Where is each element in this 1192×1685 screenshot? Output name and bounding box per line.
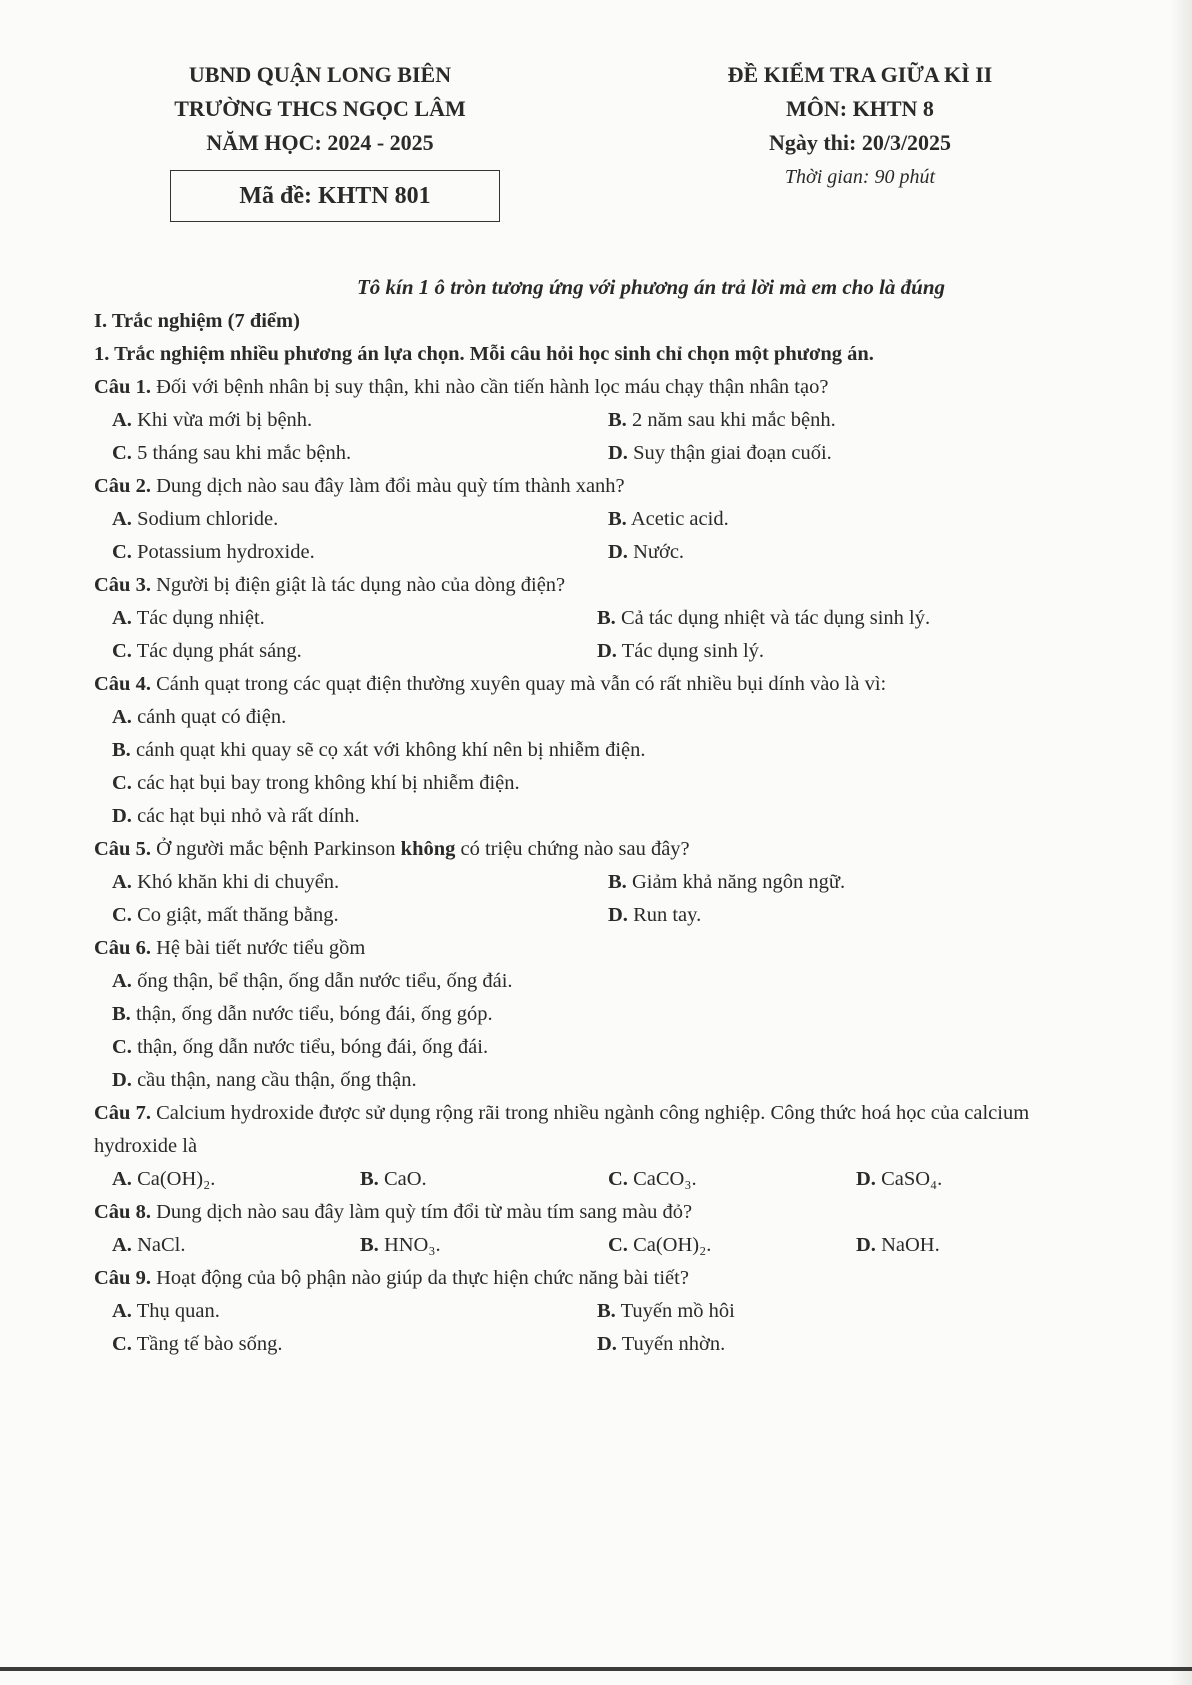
question-5: Câu 5. Ở người mắc bệnh Parkinson không có triệu chứng nào sau đây? bbox=[94, 838, 690, 860]
question-label: Câu 1. bbox=[94, 376, 151, 398]
option-a: A. cánh quạt có điện. bbox=[112, 706, 287, 728]
question-9 bbox=[94, 1262, 1104, 1295]
option-d: D. Nước. bbox=[608, 541, 685, 563]
options-row bbox=[94, 1229, 1104, 1262]
question-label: Câu 4. bbox=[94, 673, 151, 695]
option-b: B. thận, ống dẫn nước tiểu, bóng đái, ống góp. bbox=[112, 1003, 493, 1025]
question-label: Câu 5. bbox=[94, 838, 151, 860]
option-c: C. Co giật, mất thăng bằng. bbox=[112, 904, 339, 926]
options-row bbox=[94, 1163, 1104, 1196]
option-c: C. Tầng tế bào sống. bbox=[112, 1333, 283, 1355]
option-b: B. Tuyến mồ hôi bbox=[597, 1300, 735, 1322]
option-a: A. Sodium chloride. bbox=[112, 508, 279, 530]
question-label: Câu 7. bbox=[94, 1102, 151, 1124]
school-name: TRƯỜNG THCS NGỌC LÂM bbox=[174, 96, 466, 121]
option-a: A. NaCl. bbox=[112, 1234, 186, 1256]
option-d: D. Suy thận giai đoạn cuối. bbox=[608, 442, 832, 464]
option-d: D. các hạt bụi nhỏ và rất dính. bbox=[112, 805, 360, 827]
option-a: A. Khó khăn khi di chuyển. bbox=[112, 871, 340, 893]
option-b: B. Giảm khả năng ngôn ngữ. bbox=[608, 871, 846, 893]
question-text: Hệ bài tiết nước tiểu gồm bbox=[156, 937, 366, 959]
option-b: B. Cả tác dụng nhiệt và tác dụng sinh lý. bbox=[597, 607, 931, 629]
options-row bbox=[94, 899, 1104, 932]
option-c: C. CaCO₃. bbox=[608, 1168, 697, 1190]
option-b: B. Acetic acid. bbox=[608, 508, 729, 530]
option-a: A. ống thận, bể thận, ống dẫn nước tiểu, ống đái. bbox=[112, 970, 513, 992]
exam-code-box: Mã đề: KHTN 801 bbox=[170, 170, 500, 222]
options-row bbox=[94, 404, 1104, 437]
option-d: D. Run tay. bbox=[608, 904, 702, 926]
question-7 bbox=[94, 1097, 1104, 1163]
district-name: UBND QUẬN LONG BIÊN bbox=[188, 62, 452, 87]
question-text: Dung dịch nào sau đây làm đổi màu quỳ tím thành xanh? bbox=[156, 475, 625, 497]
page-bottom-edge bbox=[0, 1667, 1192, 1671]
question-3 bbox=[94, 569, 1104, 602]
question-text: Hoạt động của bộ phận nào giúp da thực hiện chức năng bài tiết? bbox=[156, 1267, 689, 1289]
question-label: Câu 9. bbox=[94, 1267, 151, 1289]
exam-header bbox=[680, 58, 1040, 194]
option-b: B. cánh quạt khi quay sẽ cọ xát với không khí nên bị nhiễm điện. bbox=[112, 739, 646, 761]
question-text: Cánh quạt trong các quạt điện thường xuyên quay mà vẫn có rất nhiều bụi dính vào là vì: bbox=[156, 673, 887, 695]
option-c: C. các hạt bụi bay trong không khí bị nhiễm điện. bbox=[112, 772, 520, 794]
option-c: C. thận, ống dẫn nước tiểu, bóng đái, ống đái. bbox=[112, 1036, 489, 1058]
question-8 bbox=[94, 1196, 1104, 1229]
exam-duration: Thời gian: 90 phút bbox=[784, 166, 936, 188]
option-c: C. Tác dụng phát sáng. bbox=[112, 640, 302, 662]
options-row bbox=[94, 635, 1104, 668]
question-label: Câu 3. bbox=[94, 574, 151, 596]
option-b: B. HNO₃. bbox=[360, 1234, 441, 1256]
options-row bbox=[94, 437, 1104, 470]
exam-date: Ngày thi: 20/3/2025 bbox=[768, 130, 952, 155]
school-header bbox=[140, 58, 500, 160]
options-row bbox=[94, 503, 1104, 536]
option-c: C. Potassium hydroxide. bbox=[112, 541, 315, 563]
question-2 bbox=[94, 470, 1104, 503]
option-a: A. Tác dụng nhiệt. bbox=[112, 607, 265, 629]
instruction: Tô kín 1 ô tròn tương ứng với phương án trả lời mà em cho là đúng bbox=[356, 275, 946, 299]
options-row bbox=[94, 602, 1104, 635]
school-year: NĂM HỌC: 2024 - 2025 bbox=[206, 130, 434, 155]
question-text: Calcium hydroxide được sử dụng rộng rãi trong nhiều ngành công nghiệp. Công thức hoá học của calcium hydroxide là bbox=[94, 1102, 1030, 1157]
question-1 bbox=[94, 371, 1104, 404]
option-a: A. Thụ quan. bbox=[112, 1300, 220, 1322]
question-text: Đối với bệnh nhân bị suy thận, khi nào cần tiến hành lọc máu chạy thận nhân tạo? bbox=[156, 376, 829, 398]
question-label: Câu 8. bbox=[94, 1201, 151, 1223]
question-4 bbox=[94, 668, 1104, 701]
option-d: D. NaOH. bbox=[856, 1234, 940, 1256]
question-text: Người bị điện giật là tác dụng nào của dòng điện? bbox=[156, 574, 566, 596]
option-d: D. cầu thận, nang cầu thận, ống thận. bbox=[112, 1069, 417, 1091]
question-6 bbox=[94, 932, 1104, 965]
question-label: Câu 2. bbox=[94, 475, 151, 497]
subsection-title: 1. Trắc nghiệm nhiều phương án lựa chọn. Mỗi câu hỏi học sinh chỉ chọn một phương án. bbox=[94, 343, 874, 365]
option-d: D. Tác dụng sinh lý. bbox=[597, 640, 765, 662]
option-b: B. 2 năm sau khi mắc bệnh. bbox=[608, 409, 836, 431]
options-row bbox=[94, 866, 1104, 899]
option-d: D. CaSO₄. bbox=[856, 1168, 943, 1190]
options-row bbox=[94, 1295, 1104, 1328]
question-label: Câu 6. bbox=[94, 937, 151, 959]
option-b: B. CaO. bbox=[360, 1168, 427, 1190]
option-d: D. Tuyến nhờn. bbox=[597, 1333, 726, 1355]
option-c: C. 5 tháng sau khi mắc bệnh. bbox=[112, 442, 352, 464]
question-text: Dung dịch nào sau đây làm quỳ tím đổi từ màu tím sang màu đỏ? bbox=[156, 1201, 693, 1223]
option-c: C. Ca(OH)₂. bbox=[608, 1234, 712, 1256]
section-title: I. Trắc nghiệm (7 điểm) bbox=[94, 310, 300, 332]
subject: MÔN: KHTN 8 bbox=[786, 96, 934, 121]
scan-edge bbox=[1170, 0, 1192, 1685]
options-row bbox=[94, 1328, 1104, 1361]
options-row bbox=[94, 536, 1104, 569]
option-a: A. Ca(OH)₂. bbox=[112, 1168, 216, 1190]
option-a: A. Khi vừa mới bị bệnh. bbox=[112, 409, 313, 431]
questions-area bbox=[94, 305, 1104, 1361]
exam-title: ĐỀ KIỂM TRA GIỮA KÌ II bbox=[727, 62, 993, 87]
